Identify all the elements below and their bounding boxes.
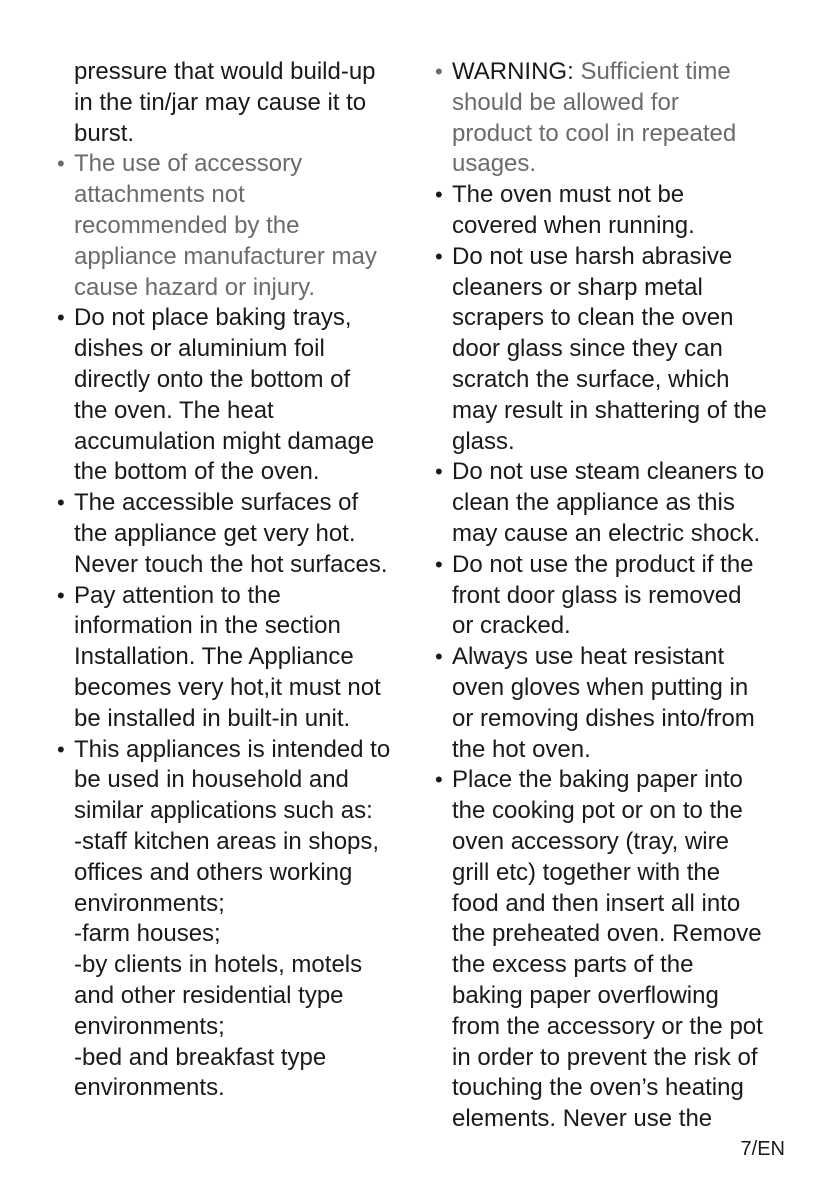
- text-line: door glass since they can: [452, 335, 723, 363]
- text-line: environments.: [74, 1074, 225, 1102]
- text-line: in the tin/jar may cause it to: [74, 88, 367, 116]
- text-line: Do not place baking trays,: [74, 304, 352, 332]
- text-line: burst.: [74, 119, 135, 147]
- text-line: from the accessory or the pot: [452, 1012, 763, 1040]
- bullet-icon: •: [57, 490, 65, 516]
- bullet-item: [56, 488, 411, 580]
- bullet-icon: •: [57, 305, 65, 331]
- bullet-icon: •: [435, 182, 443, 208]
- text-line: Installation. The Appliance: [74, 643, 354, 671]
- text-line: becomes very hot,it must not: [74, 673, 381, 701]
- text-line: This appliances is intended to: [74, 735, 391, 763]
- bullet-item: [434, 642, 790, 765]
- text-line: -by clients in hotels, motels: [74, 951, 363, 979]
- text-line: the bottom of the oven.: [74, 458, 320, 486]
- text-line: appliance manufacturer may: [74, 242, 377, 270]
- text-line: information in the section: [74, 612, 341, 640]
- text-line: in order to prevent the risk of: [452, 1043, 758, 1071]
- text-line: Place the baking paper into: [452, 766, 743, 794]
- bullet-icon: •: [57, 736, 65, 762]
- bullet-item: [56, 149, 411, 303]
- text-line: may cause an electric shock.: [452, 519, 761, 547]
- text-line: recommended by the: [74, 211, 300, 239]
- text-line: Do not use harsh abrasive: [452, 242, 733, 270]
- text-line: dishes or aluminium foil: [74, 335, 325, 363]
- text-line: the appliance get very hot.: [74, 519, 356, 547]
- bullet-icon: •: [435, 459, 443, 485]
- text-line: usages.: [452, 150, 537, 178]
- bullet-item: [434, 57, 790, 180]
- bullet-item: [434, 180, 790, 242]
- text-line: The oven must not be: [452, 181, 685, 209]
- text-line: should be allowed for: [452, 88, 679, 116]
- text-line: Pay attention to the: [74, 581, 281, 609]
- text-line: elements. Never use the: [452, 1105, 713, 1133]
- warning-label: WARNING:: [452, 58, 574, 85]
- text-line: food and then insert all into: [452, 889, 741, 917]
- bullet-item: [56, 581, 411, 735]
- text-line: similar applications such as:: [74, 797, 373, 825]
- text-line: attachments not: [74, 181, 245, 209]
- text-line: offices and others working: [74, 858, 353, 886]
- warning-text: Sufficient time: [573, 58, 731, 85]
- text-line: or removing dishes into/from: [452, 704, 755, 732]
- text-line: cause hazard or injury.: [74, 273, 316, 301]
- bullet-item: [434, 242, 790, 458]
- text-line: the excess parts of the: [452, 951, 694, 979]
- text-line: scratch the surface, which: [452, 365, 730, 393]
- bullet-item: [434, 550, 790, 642]
- text-line: -farm houses;: [74, 920, 221, 948]
- text-line: be installed in built-in unit.: [74, 704, 351, 732]
- text-line: the preheated oven. Remove: [452, 920, 762, 948]
- text-line: environments;: [74, 1012, 225, 1040]
- text-line: front door glass is removed: [452, 581, 742, 609]
- bullet-item: [434, 765, 790, 1135]
- text-line: product to cool in repeated: [452, 119, 737, 147]
- text-line: Do not use the product if the: [452, 550, 754, 578]
- text-line: the hot oven.: [452, 735, 591, 763]
- text-line: cleaners or sharp metal: [452, 273, 703, 301]
- text-line: Never touch the hot surfaces.: [74, 550, 388, 578]
- text-line: The use of accessory: [74, 150, 303, 178]
- bullet-icon: •: [435, 551, 443, 577]
- text-line: oven gloves when putting in: [452, 673, 749, 701]
- text-line: covered when running.: [452, 211, 695, 239]
- text-line: environments;: [74, 889, 225, 917]
- text-line: The accessible surfaces of: [74, 489, 359, 517]
- text-line: may result in shattering of the: [452, 396, 767, 424]
- text-line: touching the oven’s heating: [452, 1074, 744, 1102]
- text-line: scrapers to clean the oven: [452, 304, 734, 332]
- text-line: grill etc) together with the: [452, 858, 721, 886]
- bullet-item: [434, 457, 790, 549]
- text-line: the oven. The heat: [74, 396, 274, 424]
- bullet-icon: •: [57, 151, 65, 177]
- text-line: Always use heat resistant: [452, 643, 725, 671]
- right-column: [434, 57, 790, 1135]
- text-line: -staff kitchen areas in shops,: [74, 827, 380, 855]
- text-line: accumulation might damage: [74, 427, 375, 455]
- text-line: baking paper overflowing: [452, 981, 719, 1009]
- left-bullet-list: [56, 149, 411, 1104]
- text-line: or cracked.: [452, 612, 571, 640]
- bullet-icon: •: [435, 767, 443, 793]
- bullet-icon: •: [435, 59, 443, 84]
- text-line: -bed and breakfast type: [74, 1043, 327, 1071]
- right-bullet-list: [434, 57, 790, 1135]
- left-column: [56, 57, 411, 1104]
- text-line: directly onto the bottom of: [74, 365, 351, 393]
- bullet-icon: •: [435, 243, 443, 269]
- text-line: oven accessory (tray, wire: [452, 827, 729, 855]
- text-line: be used in household and: [74, 766, 349, 794]
- text-line: the cooking pot or on to the: [452, 797, 743, 825]
- bullet-icon: •: [57, 582, 65, 608]
- bullet-item: [56, 303, 411, 488]
- bullet-icon: •: [435, 644, 443, 670]
- page-number: 7/EN: [740, 1138, 785, 1160]
- text-line: Do not use steam cleaners to: [452, 458, 765, 486]
- text-line: pressure that would build-up: [74, 58, 376, 85]
- continued-paragraph: [56, 57, 411, 149]
- text-line: and other residential type: [74, 981, 344, 1009]
- bullet-item: [56, 735, 411, 1105]
- text-line: glass.: [452, 427, 515, 455]
- warning-line: [452, 57, 790, 88]
- text-line: clean the appliance as this: [452, 489, 735, 517]
